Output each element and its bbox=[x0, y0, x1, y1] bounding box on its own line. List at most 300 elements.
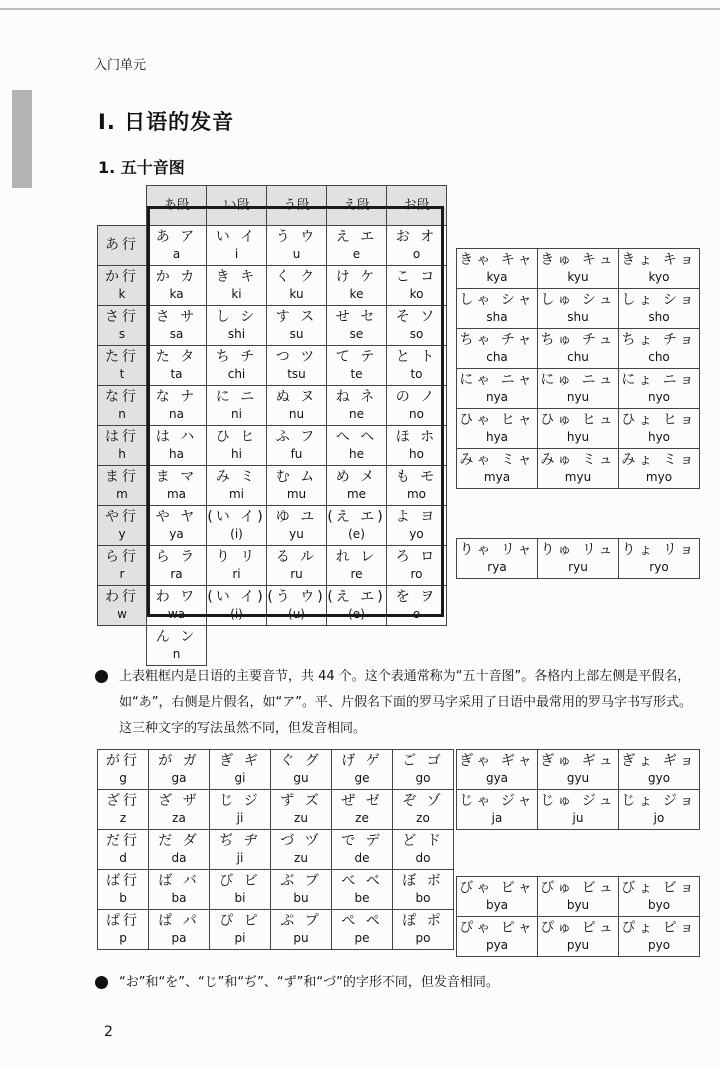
table-row bbox=[98, 386, 447, 426]
kana: りゃ リャ bbox=[459, 541, 535, 558]
table-row bbox=[98, 506, 447, 546]
kana-cell bbox=[387, 346, 447, 386]
kana-cell bbox=[619, 917, 700, 957]
romaji: u bbox=[292, 246, 301, 261]
kana-cell bbox=[387, 266, 447, 306]
romaji: pyo bbox=[647, 937, 671, 952]
romaji: yo bbox=[409, 526, 424, 541]
kana-cell bbox=[387, 306, 447, 346]
kana-cell bbox=[207, 346, 267, 386]
row-romaji: t bbox=[119, 366, 125, 381]
row-header bbox=[98, 426, 147, 466]
romaji: mya bbox=[483, 469, 511, 484]
kana-cell bbox=[457, 329, 538, 369]
kana: ぽ ポ bbox=[402, 912, 444, 929]
kana: しゅ シュ bbox=[540, 291, 616, 308]
romaji: nyu bbox=[566, 389, 590, 404]
kana: ふ フ bbox=[275, 428, 318, 445]
romaji: pya bbox=[485, 937, 509, 952]
kana-cell bbox=[327, 346, 387, 386]
table-row bbox=[457, 539, 700, 579]
kana-cell bbox=[619, 877, 700, 917]
kana: あ ア bbox=[155, 228, 198, 245]
kana-cell bbox=[267, 466, 327, 506]
kana: ろ ロ bbox=[395, 548, 438, 565]
kana: ぎゃ ギャ bbox=[459, 752, 535, 769]
kana-cell bbox=[149, 790, 210, 830]
row-label: か行 bbox=[105, 268, 139, 285]
romaji: de bbox=[354, 850, 370, 865]
kana: ひ ヒ bbox=[215, 428, 258, 445]
kana-cell bbox=[267, 306, 327, 346]
kana-cell bbox=[457, 539, 538, 579]
blank-cell bbox=[98, 626, 147, 666]
kana: な ナ bbox=[155, 388, 198, 405]
romaji: zu bbox=[294, 850, 308, 865]
romaji: hyo bbox=[647, 429, 671, 444]
romaji: ki bbox=[231, 286, 242, 301]
kana: ん ン bbox=[155, 628, 198, 645]
romaji: kyu bbox=[567, 269, 589, 284]
kana: け ケ bbox=[335, 268, 378, 285]
kana-cell bbox=[147, 506, 207, 546]
romaji: mo bbox=[406, 486, 427, 501]
romaji: mu bbox=[286, 486, 307, 501]
romaji: cha bbox=[486, 349, 508, 364]
romaji: pu bbox=[293, 930, 309, 945]
kana-cell bbox=[207, 226, 267, 266]
kana: え エ bbox=[335, 228, 378, 245]
romaji: to bbox=[410, 366, 423, 381]
kana: が ガ bbox=[158, 752, 200, 769]
kana-cell bbox=[457, 249, 538, 289]
kana-cell bbox=[393, 790, 454, 830]
table-row bbox=[457, 917, 700, 957]
romaji: nyo bbox=[647, 389, 671, 404]
kana-cell bbox=[393, 910, 454, 950]
row-label: は行 bbox=[105, 428, 139, 445]
column-header: え段 bbox=[327, 186, 387, 226]
row-label: ら行 bbox=[105, 548, 139, 565]
note-homophones bbox=[95, 970, 697, 996]
romaji: sho bbox=[648, 309, 670, 324]
kana-cell bbox=[457, 409, 538, 449]
kana-cell bbox=[267, 226, 327, 266]
kana: (う ウ) bbox=[267, 588, 326, 605]
note-main-syllables bbox=[95, 664, 697, 742]
romaji: se bbox=[349, 326, 364, 341]
unit-label: 入门单元 bbox=[94, 58, 147, 73]
romaji: ko bbox=[409, 286, 424, 301]
kana-cell bbox=[538, 750, 619, 790]
kana: し シ bbox=[215, 308, 258, 325]
romaji: ha bbox=[169, 446, 184, 461]
kana: ぐ グ bbox=[280, 752, 322, 769]
kana-cell bbox=[207, 386, 267, 426]
romaji: he bbox=[349, 446, 364, 461]
row-romaji: r bbox=[119, 566, 125, 581]
romaji: pyu bbox=[566, 937, 590, 952]
romaji: (e) bbox=[348, 606, 365, 621]
romaji: jo bbox=[653, 810, 665, 825]
kana-cell bbox=[538, 329, 619, 369]
kana: みゅ ミュ bbox=[540, 451, 616, 468]
kana-cell bbox=[147, 266, 207, 306]
kana-cell bbox=[327, 226, 387, 266]
kana: じょ ジョ bbox=[621, 792, 697, 809]
table-row bbox=[98, 586, 447, 626]
kana-cell bbox=[267, 346, 327, 386]
kana: お オ bbox=[395, 228, 438, 245]
kana: を ヲ bbox=[395, 588, 438, 605]
table-row bbox=[98, 910, 454, 950]
romaji: ho bbox=[409, 446, 424, 461]
kana-cell bbox=[619, 409, 700, 449]
romaji: fu bbox=[290, 446, 303, 461]
kana-cell bbox=[332, 790, 393, 830]
kana: で デ bbox=[341, 832, 383, 849]
column-header: あ段 bbox=[147, 186, 207, 226]
column-header: う段 bbox=[267, 186, 327, 226]
kana-cell bbox=[147, 546, 207, 586]
table-row bbox=[98, 466, 447, 506]
romaji: ke bbox=[349, 286, 364, 301]
kana-cell bbox=[387, 226, 447, 266]
kana: ほ ホ bbox=[395, 428, 438, 445]
kana-cell bbox=[619, 449, 700, 489]
bullet-icon bbox=[95, 670, 108, 683]
kana: ぼ ボ bbox=[402, 872, 444, 889]
row-romaji: d bbox=[119, 850, 127, 865]
kana: め メ bbox=[335, 468, 378, 485]
page-number: 2 bbox=[104, 1024, 113, 1040]
romaji: ja bbox=[491, 810, 503, 825]
kana-cell bbox=[207, 306, 267, 346]
romaji: gu bbox=[293, 770, 309, 785]
kana: う ウ bbox=[275, 228, 318, 245]
kana-cell bbox=[619, 369, 700, 409]
kana: り リ bbox=[215, 548, 258, 565]
row-header bbox=[98, 346, 147, 386]
kana-cell bbox=[327, 386, 387, 426]
kana: (え エ) bbox=[327, 588, 386, 605]
kana-cell bbox=[207, 466, 267, 506]
romaji: be bbox=[354, 890, 370, 905]
kana: ぎょ ギョ bbox=[621, 752, 697, 769]
table-row bbox=[457, 329, 700, 369]
kana: しゃ シャ bbox=[459, 291, 535, 308]
romaji: ni bbox=[231, 406, 242, 421]
kana-cell bbox=[147, 226, 207, 266]
row-label: が行 bbox=[106, 752, 140, 769]
kana-cell bbox=[457, 790, 538, 830]
romaji: gya bbox=[485, 770, 509, 785]
romaji: ji bbox=[236, 810, 244, 825]
kana: ひゃ ヒャ bbox=[459, 411, 535, 428]
romaji: (i) bbox=[230, 606, 243, 621]
kana: と ト bbox=[395, 348, 438, 365]
romaji: bu bbox=[293, 890, 309, 905]
kana: れ レ bbox=[335, 548, 378, 565]
romaji: me bbox=[346, 486, 367, 501]
kana-cell bbox=[207, 266, 267, 306]
romaji: ra bbox=[170, 566, 183, 581]
subsection-title: 1. 五十音图 bbox=[98, 158, 185, 177]
note-text: “お”和“を”、“じ”和“ぢ”、“ず”和“づ”的字形不同，但发音相同。 bbox=[119, 975, 499, 990]
kana: た タ bbox=[155, 348, 198, 365]
romaji: tsu bbox=[287, 366, 306, 381]
kana: ぶ ブ bbox=[280, 872, 322, 889]
romaji: gyo bbox=[647, 770, 671, 785]
kana-cell bbox=[210, 870, 271, 910]
corner-cell bbox=[98, 186, 147, 226]
romaji: e bbox=[352, 246, 361, 261]
row-romaji: p bbox=[119, 930, 127, 945]
kana-cell bbox=[387, 386, 447, 426]
table-row bbox=[98, 306, 447, 346]
romaji: pe bbox=[354, 930, 370, 945]
romaji: myo bbox=[645, 469, 673, 484]
romaji: pa bbox=[171, 930, 187, 945]
kana-cell bbox=[387, 506, 447, 546]
table-row bbox=[98, 546, 447, 586]
romaji: te bbox=[350, 366, 363, 381]
kana: ちょ チョ bbox=[621, 331, 697, 348]
kana: ぴ ピ bbox=[219, 912, 261, 929]
kana: (い イ) bbox=[207, 508, 266, 525]
kana: せ セ bbox=[335, 308, 378, 325]
romaji: gyu bbox=[566, 770, 590, 785]
table-row bbox=[457, 790, 700, 830]
kana: ぎゅ ギュ bbox=[540, 752, 616, 769]
kana: ぷ プ bbox=[280, 912, 322, 929]
kana-cell bbox=[327, 466, 387, 506]
kana-cell bbox=[538, 409, 619, 449]
kana: す ス bbox=[275, 308, 318, 325]
romaji: nya bbox=[485, 389, 509, 404]
kana: い イ bbox=[215, 228, 258, 245]
row-header bbox=[98, 386, 147, 426]
kana-cell bbox=[267, 266, 327, 306]
row-romaji: m bbox=[116, 486, 128, 501]
gojuon-header-row bbox=[98, 186, 447, 226]
kana-cell bbox=[207, 426, 267, 466]
romaji: ryo bbox=[649, 559, 669, 574]
romaji: ga bbox=[171, 770, 187, 785]
kana: びゅ ビュ bbox=[540, 879, 616, 896]
romaji: so bbox=[409, 326, 424, 341]
kana-cell bbox=[457, 449, 538, 489]
row-romaji: n bbox=[118, 406, 126, 421]
row-romaji: h bbox=[118, 446, 126, 461]
kana: ま マ bbox=[155, 468, 198, 485]
kana-cell bbox=[457, 369, 538, 409]
kana-cell bbox=[327, 266, 387, 306]
row-label: ぱ行 bbox=[106, 912, 140, 929]
chapter-edge-tab bbox=[12, 90, 32, 188]
table-row bbox=[98, 750, 454, 790]
kana: は ハ bbox=[155, 428, 198, 445]
row-romaji: y bbox=[118, 526, 126, 541]
row-label: あ行 bbox=[105, 237, 139, 253]
romaji: mi bbox=[228, 486, 245, 501]
kana-cell bbox=[327, 426, 387, 466]
kana-cell bbox=[149, 750, 210, 790]
kana: ご ゴ bbox=[402, 752, 444, 769]
kana: や ヤ bbox=[155, 508, 198, 525]
romaji: o bbox=[412, 606, 421, 621]
kana-cell bbox=[147, 306, 207, 346]
kana: みゃ ミャ bbox=[459, 451, 535, 468]
kana-cell bbox=[393, 830, 454, 870]
romaji: sa bbox=[169, 326, 184, 341]
romaji: hya bbox=[485, 429, 509, 444]
kana: ぺ ペ bbox=[341, 912, 383, 929]
kana: て テ bbox=[335, 348, 378, 365]
row-header bbox=[98, 790, 149, 830]
row-romaji: w bbox=[117, 606, 127, 621]
kana: ぬ ヌ bbox=[275, 388, 318, 405]
romaji: ma bbox=[166, 486, 187, 501]
kana: よ ヨ bbox=[395, 508, 438, 525]
romaji: do bbox=[415, 850, 431, 865]
kana-cell bbox=[538, 917, 619, 957]
table-row bbox=[98, 266, 447, 306]
romaji: ge bbox=[354, 770, 370, 785]
kana-cell bbox=[149, 830, 210, 870]
kana: に ニ bbox=[215, 388, 258, 405]
kana-cell bbox=[619, 539, 700, 579]
kana: き キ bbox=[215, 268, 258, 285]
romaji: byu bbox=[566, 897, 590, 912]
kana: びょ ビョ bbox=[621, 879, 697, 896]
kana-cell bbox=[538, 539, 619, 579]
kana: ぎ ギ bbox=[219, 752, 261, 769]
kana-cell bbox=[538, 449, 619, 489]
row-romaji: g bbox=[119, 770, 127, 785]
row-label: さ行 bbox=[105, 308, 139, 325]
kana: ぴゃ ピャ bbox=[459, 919, 535, 936]
table-row bbox=[98, 346, 447, 386]
kana: む ム bbox=[275, 468, 318, 485]
romaji: shu bbox=[567, 309, 589, 324]
romaji: gi bbox=[234, 770, 246, 785]
column-header: お段 bbox=[387, 186, 447, 226]
kana: りゅ リュ bbox=[540, 541, 616, 558]
romaji: da bbox=[171, 850, 187, 865]
kana: ぴょ ピョ bbox=[621, 919, 697, 936]
kana: ぱ パ bbox=[158, 912, 200, 929]
row-header bbox=[98, 506, 147, 546]
table-row bbox=[457, 877, 700, 917]
romaji: zo bbox=[416, 810, 430, 825]
kana-cell bbox=[387, 466, 447, 506]
romaji: byo bbox=[647, 897, 671, 912]
kana-cell bbox=[457, 289, 538, 329]
kana: しょ ショ bbox=[621, 291, 697, 308]
kana: の ノ bbox=[395, 388, 438, 405]
row-header bbox=[98, 266, 147, 306]
kana: ち チ bbox=[215, 348, 258, 365]
table-row bbox=[98, 830, 454, 870]
row-header bbox=[98, 546, 147, 586]
romaji: rya bbox=[487, 559, 507, 574]
kana: じゃ ジャ bbox=[459, 792, 535, 809]
kana-cell bbox=[271, 830, 332, 870]
row-label: だ行 bbox=[106, 832, 140, 849]
romaji: go bbox=[415, 770, 431, 785]
kana-cell bbox=[267, 586, 327, 626]
kana-cell bbox=[271, 870, 332, 910]
kana: きゅ キュ bbox=[540, 251, 616, 268]
kana: わ ワ bbox=[155, 588, 198, 605]
romaji: o bbox=[412, 246, 421, 261]
table-row bbox=[457, 369, 700, 409]
kana: る ル bbox=[275, 548, 318, 565]
kana-cell bbox=[619, 750, 700, 790]
table-row bbox=[457, 409, 700, 449]
romaji: po bbox=[415, 930, 431, 945]
kana: ゆ ユ bbox=[275, 508, 318, 525]
romaji: ta bbox=[170, 366, 183, 381]
romaji: ya bbox=[169, 526, 184, 541]
row-header bbox=[98, 910, 149, 950]
kana-cell bbox=[387, 426, 447, 466]
kana: じ ジ bbox=[219, 792, 261, 809]
romaji: a bbox=[172, 246, 181, 261]
kana: く ク bbox=[275, 268, 318, 285]
table-row bbox=[457, 249, 700, 289]
kana: べ ベ bbox=[341, 872, 383, 889]
romaji: bya bbox=[485, 897, 509, 912]
romaji: cho bbox=[648, 349, 670, 364]
kana-cell bbox=[619, 249, 700, 289]
romaji: nu bbox=[288, 406, 305, 421]
kana: ざ ザ bbox=[158, 792, 200, 809]
romaji: ju bbox=[572, 810, 584, 825]
romaji: (e) bbox=[348, 526, 365, 541]
kana-cell bbox=[619, 790, 700, 830]
row-header bbox=[98, 466, 147, 506]
kana: だ ダ bbox=[158, 832, 200, 849]
romaji: hyu bbox=[566, 429, 590, 444]
kana-cell bbox=[210, 830, 271, 870]
row-label: わ行 bbox=[105, 588, 139, 605]
romaji: ri bbox=[232, 566, 241, 581]
kana-cell bbox=[147, 466, 207, 506]
romaji: myu bbox=[564, 469, 592, 484]
bullet-icon bbox=[95, 976, 108, 989]
kana-cell bbox=[327, 586, 387, 626]
ryoon-table bbox=[456, 538, 700, 579]
kana-cell bbox=[210, 750, 271, 790]
kana-cell bbox=[538, 289, 619, 329]
row-label: な行 bbox=[105, 388, 139, 405]
kana: こ コ bbox=[395, 268, 438, 285]
row-romaji: s bbox=[118, 326, 126, 341]
kana-cell bbox=[393, 870, 454, 910]
kana-cell bbox=[147, 346, 207, 386]
romaji: re bbox=[350, 566, 363, 581]
kana: にゃ ニャ bbox=[459, 371, 535, 388]
kana-cell bbox=[393, 750, 454, 790]
gojuon-table bbox=[97, 185, 447, 666]
kana-cell bbox=[327, 306, 387, 346]
kana-cell bbox=[267, 426, 327, 466]
row-header bbox=[98, 306, 147, 346]
kana-cell bbox=[267, 506, 327, 546]
romaji: shi bbox=[227, 326, 246, 341]
